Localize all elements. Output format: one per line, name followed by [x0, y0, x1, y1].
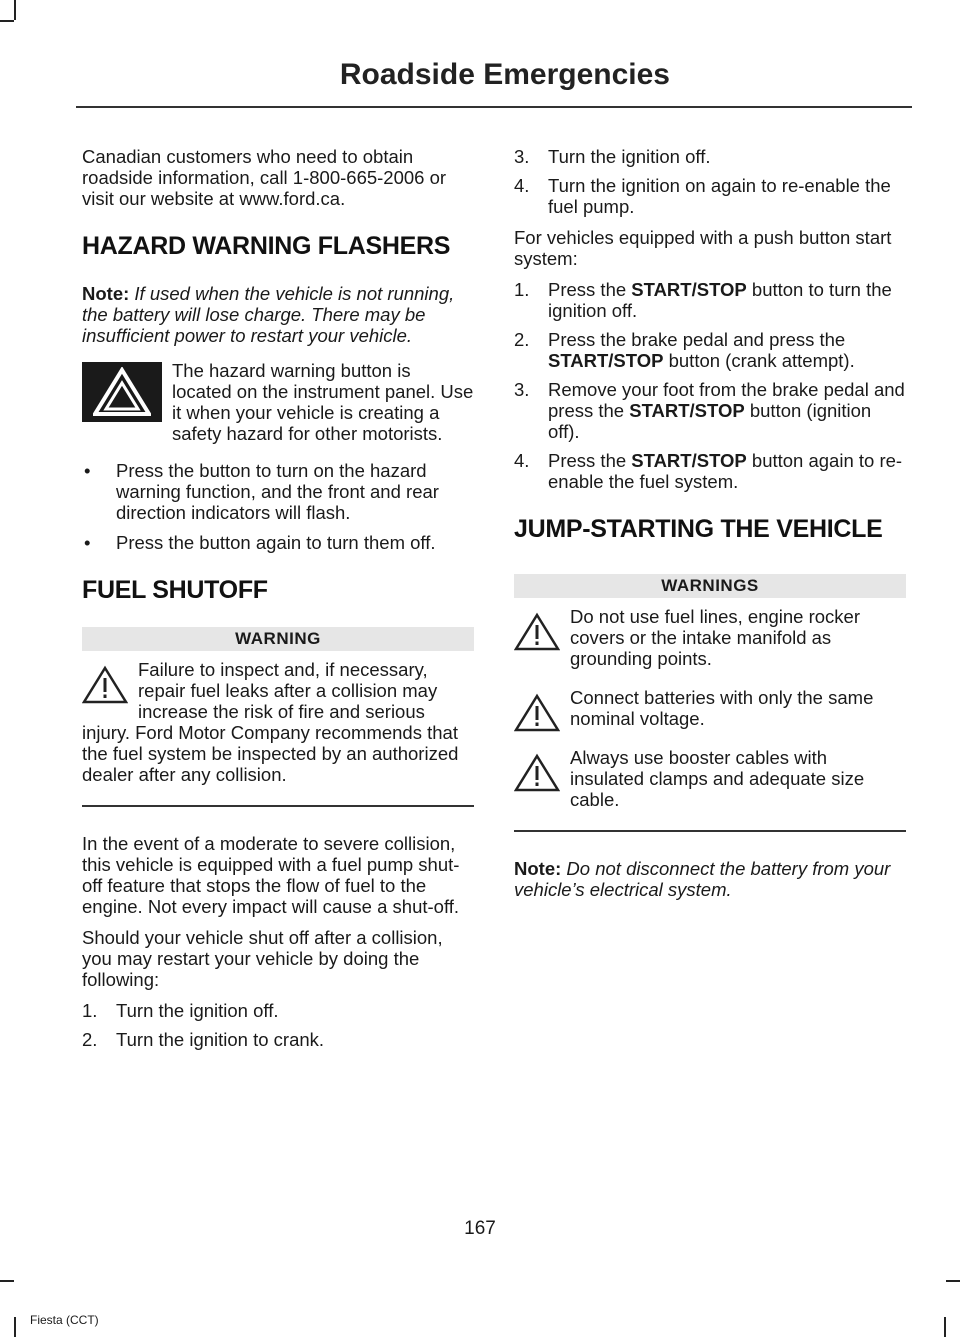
fuel-shutoff-heading: FUEL SHUTOFF — [82, 576, 268, 604]
warning-block — [514, 606, 906, 679]
list-item: 1. Turn the ignition off. — [82, 1000, 279, 1021]
warning-text: Connect batteries with only the same nominal voltage. — [570, 687, 874, 729]
roadside-intro: Canadian customers who need to obtain roadside information, call 1-800-665-2006 or visit our website at www.ford.ca. — [82, 146, 447, 209]
page-number: 167 — [464, 1218, 496, 1239]
note-text: Do not disconnect the battery from your vehicle’s electrical system. — [514, 858, 891, 900]
note-label: Note: — [82, 283, 130, 304]
warning-text: Failure to inspect and, if necessary, repair fuel leaks after a collision may increase the risk of fire and serious injury. Ford Motor Company recommends that the fuel system be inspected by an authorized dealer after any collision. — [82, 659, 459, 785]
crop-mark — [944, 1317, 946, 1337]
warning-divider — [82, 805, 474, 807]
crop-mark — [14, 1317, 16, 1337]
list-item: 3. Remove your foot from the brake pedal and press the START/STOP button (ignition off). — [514, 379, 905, 442]
list-item: 2. Turn the ignition to crank. — [82, 1029, 325, 1050]
list-item: 2. Press the brake pedal and press the START/STOP button (crank attempt). — [514, 329, 855, 371]
list-item: 4. Press the START/STOP button again to re-enable the fuel system. — [514, 450, 903, 492]
header-divider — [76, 106, 912, 108]
caution-triangle-icon — [514, 753, 560, 793]
right-column — [514, 146, 906, 910]
crop-mark — [946, 1280, 960, 1282]
crop-mark — [0, 1280, 14, 1282]
note-label: Note: — [514, 858, 562, 879]
list-item: • Press the button to turn on the hazard warning function, and the front and rear direction indicators will flash. — [82, 460, 474, 523]
model-label: Fiesta (CCT) — [30, 1313, 99, 1327]
list-item: 3. Turn the ignition off. — [514, 146, 711, 167]
left-column — [82, 146, 474, 1060]
caution-triangle-icon — [514, 612, 560, 652]
fuel-steps-continued — [514, 146, 906, 217]
fuel-paragraph: In the event of a moderate to severe collision, this vehicle is equipped with a fuel pump shut-off feature that stops the flow of fuel to the engine. Not every impact will cause a shut-off. — [82, 833, 460, 917]
warnings-title: WARNINGS — [514, 574, 906, 598]
warning-text: Always use booster cables with insulated clamps and adequate size cable. — [570, 747, 865, 810]
caution-triangle-icon — [82, 665, 128, 705]
note-text: If used when the vehicle is not running, the battery will lose charge. There may be insufficient power to restart your vehicle. — [82, 283, 455, 346]
list-item: • Press the button again to turn them off. — [82, 532, 474, 553]
hazard-description-block — [82, 360, 474, 454]
caution-triangle-icon — [514, 693, 560, 733]
hazard-note — [82, 283, 474, 346]
warning-divider — [514, 830, 906, 832]
push-button-steps — [514, 279, 906, 492]
hazard-heading: HAZARD WARNING FLASHERS — [82, 232, 451, 260]
jump-note — [514, 858, 906, 900]
page-title: Roadside Emergencies — [339, 58, 670, 91]
crop-mark — [14, 0, 16, 20]
warning-text: Do not use fuel lines, engine rocker covers or the intake manifold as grounding points. — [570, 606, 861, 669]
push-button-intro: For vehicles equipped with a push button start system: — [514, 227, 892, 269]
crop-mark — [0, 20, 14, 22]
warning-block — [82, 659, 474, 795]
warning-block — [514, 687, 906, 739]
hazard-bullets — [82, 460, 474, 553]
hazard-triangle-icon — [82, 362, 162, 422]
warning-block — [514, 747, 906, 820]
fuel-paragraph: Should your vehicle shut off after a collision, you may restart your vehicle by doing the following: — [82, 927, 443, 990]
hazard-description: The hazard warning button is located on the instrument panel. Use it when your vehicle is creating a safety hazard for other motorists. — [172, 360, 474, 444]
jump-start-heading: JUMP-STARTING THE VEHICLE — [514, 515, 883, 543]
list-item: 4. Turn the ignition on again to re-enable the fuel pump. — [514, 175, 891, 217]
fuel-steps — [82, 1000, 474, 1050]
warning-title: WARNING — [82, 627, 474, 651]
list-item: 1. Press the START/STOP button to turn the ignition off. — [514, 279, 892, 321]
